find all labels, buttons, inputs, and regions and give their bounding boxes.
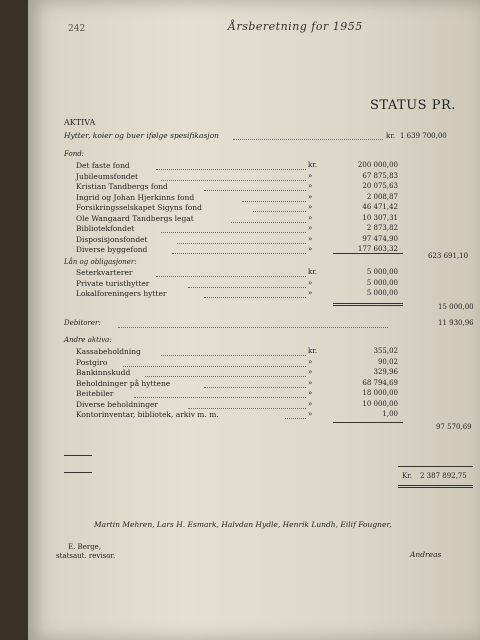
ledger-row-label: Kontorinventar, bibliotek, arkiv m. m.: [76, 410, 219, 419]
ledger-row-value: 2 008,87: [366, 192, 398, 201]
ledger-row-value: 10 000,00: [362, 399, 398, 408]
ledger-row: [28, 379, 480, 389]
ledger-row-value: 97 474,90: [362, 234, 398, 243]
ledger-row: [28, 400, 480, 410]
signature-right: Andreas: [410, 550, 442, 559]
ledger-row-label: Seterkvarterer: [76, 268, 133, 277]
ledger-row-unit: »: [308, 203, 313, 211]
ledger-row-unit: »: [308, 234, 313, 243]
ledger-row: [28, 161, 480, 171]
ledger-row-value: 5 000,00: [366, 278, 398, 287]
ledger-row-value: 177 603,32: [357, 245, 398, 253]
ledger-row-label: Forsikringsselskapet Sigyns fond: [76, 203, 202, 212]
grand-total-value: 2 387 892,75: [420, 472, 467, 480]
ledger-row-unit: »: [308, 245, 313, 253]
ledger-row: [28, 268, 480, 278]
ledger-row-label: Beitebiler: [76, 389, 114, 398]
ledger-row-value: 10 307,31: [362, 213, 398, 222]
ledger-row-value: 18 000,00: [362, 389, 398, 397]
auditor-title: statsaut. revisor.: [56, 552, 116, 560]
ledger-row-value: 329,96: [373, 368, 398, 376]
ledger-row-value: 46 471,42: [362, 203, 398, 211]
fond-total: 623 691,10: [428, 252, 469, 260]
ledger-row-label: Bankinnskudd: [76, 368, 131, 377]
status-title: STATUS PR.: [370, 98, 456, 113]
ledger-row-unit: »: [308, 389, 313, 397]
laan-total: 15 000,00: [438, 303, 474, 311]
ledger-row-unit: kr.: [308, 347, 318, 355]
ledger-row-unit: »: [308, 224, 313, 232]
ledger-row-unit: »: [308, 378, 313, 387]
hytter-total: 1 639 700,00: [400, 132, 447, 140]
ledger-row: [28, 203, 480, 213]
hytter-unit: kr.: [386, 132, 396, 140]
ledger-row: [28, 193, 480, 203]
ledger-row: [28, 368, 480, 378]
ledger-row-unit: »: [308, 289, 313, 297]
ledger-row-unit: »: [308, 399, 313, 408]
ledger-row: [28, 224, 480, 234]
ledger-row-label: Private turisthytter: [76, 278, 150, 288]
ledger-row-value: 20 075,63: [362, 182, 398, 190]
ledger-row: [28, 410, 480, 420]
laan-heading: Lån og obligasjoner:: [64, 258, 137, 266]
ledger-row-label: Jubileumsfondet: [76, 171, 139, 181]
ledger-row-value: 2 873,82: [366, 224, 398, 232]
ledger-row-unit: »: [308, 182, 313, 190]
ledger-row: [28, 245, 480, 255]
ledger-row-unit: »: [308, 368, 313, 376]
ledger-row-unit: »: [308, 213, 313, 222]
ledger-row-label: Kassabeholdning: [76, 347, 141, 356]
ledger-row-label: Disposisjonsfondet: [76, 234, 148, 244]
ledger-row: [28, 347, 480, 357]
ledger-row-value: 5 000,00: [366, 289, 398, 297]
running-title: Årsberetning for 1955: [228, 20, 363, 33]
ledger-row-unit: »: [308, 192, 313, 201]
ledger-row-label: Ingrid og Johan Hjerkinns fond: [76, 192, 195, 202]
ledger-row-label: Ole Wangaard Tandbergs legat: [76, 213, 194, 223]
ledger-page: [28, 0, 480, 640]
ledger-row-label: Lokalforeningers hytter: [76, 289, 167, 298]
ledger-row: [28, 235, 480, 245]
ledger-row: [28, 289, 480, 299]
ledger-row-value: 1,00: [382, 410, 398, 418]
auditor-name: E. Berge,: [68, 543, 102, 551]
debitorer-total: 11 930,96: [438, 319, 474, 327]
ledger-row-value: 355,02: [373, 347, 398, 355]
ledger-row-label: Det faste fond: [76, 161, 130, 170]
ledger-row: [28, 214, 480, 224]
page-number: 242: [68, 24, 86, 34]
ledger-row-value: 200 000,00: [357, 161, 398, 169]
grand-total-unit: Kr.: [402, 472, 413, 480]
ledger-row-unit: »: [308, 357, 313, 366]
ledger-row-label: Postgiro: [76, 357, 108, 367]
ledger-row-value: 67 875,83: [362, 171, 398, 180]
debitorer-heading: Debitorer:: [64, 319, 101, 327]
ledger-row: [28, 182, 480, 192]
ledger-row-unit: kr.: [308, 268, 318, 276]
signature-names: Martin Mehren, Lars H. Esmark, Halvdan Hydle, Henrik Lundh, Eilif Fougner,: [94, 520, 392, 529]
ledger-row: [28, 389, 480, 399]
ledger-row-label: Diverse beholdninger: [76, 399, 159, 409]
hytter-label: Hytter, koier og buer ifølge spesifikasjon: [64, 131, 219, 140]
ledger-row-unit: »: [308, 278, 313, 287]
aktiva-heading: AKTIVA: [64, 118, 96, 127]
ledger-row-value: 90,02: [377, 357, 398, 366]
ledger-row-label: Bibliotekfondet: [76, 224, 135, 233]
ledger-row-unit: »: [308, 171, 313, 180]
hytter-row: [28, 131, 480, 141]
ledger-row-label: Kristian Tandbergs fond: [76, 182, 168, 191]
ledger-row-value: 68 794,69: [362, 378, 398, 387]
fond-heading: Fond:: [64, 150, 85, 158]
ledger-row: [28, 172, 480, 182]
ledger-row-label: Diverse byggefond: [76, 245, 148, 254]
ledger-row-unit: »: [308, 410, 313, 418]
ledger-row: [28, 358, 480, 368]
ledger-row-value: 5 000,00: [366, 268, 398, 276]
andre-total: 97 570,69: [436, 423, 472, 431]
ledger-row-unit: kr.: [308, 161, 318, 169]
andre-heading: Andre aktiva:: [64, 336, 112, 344]
ledger-row-label: Beholdninger på hyttene: [76, 378, 171, 388]
ledger-row: [28, 279, 480, 289]
